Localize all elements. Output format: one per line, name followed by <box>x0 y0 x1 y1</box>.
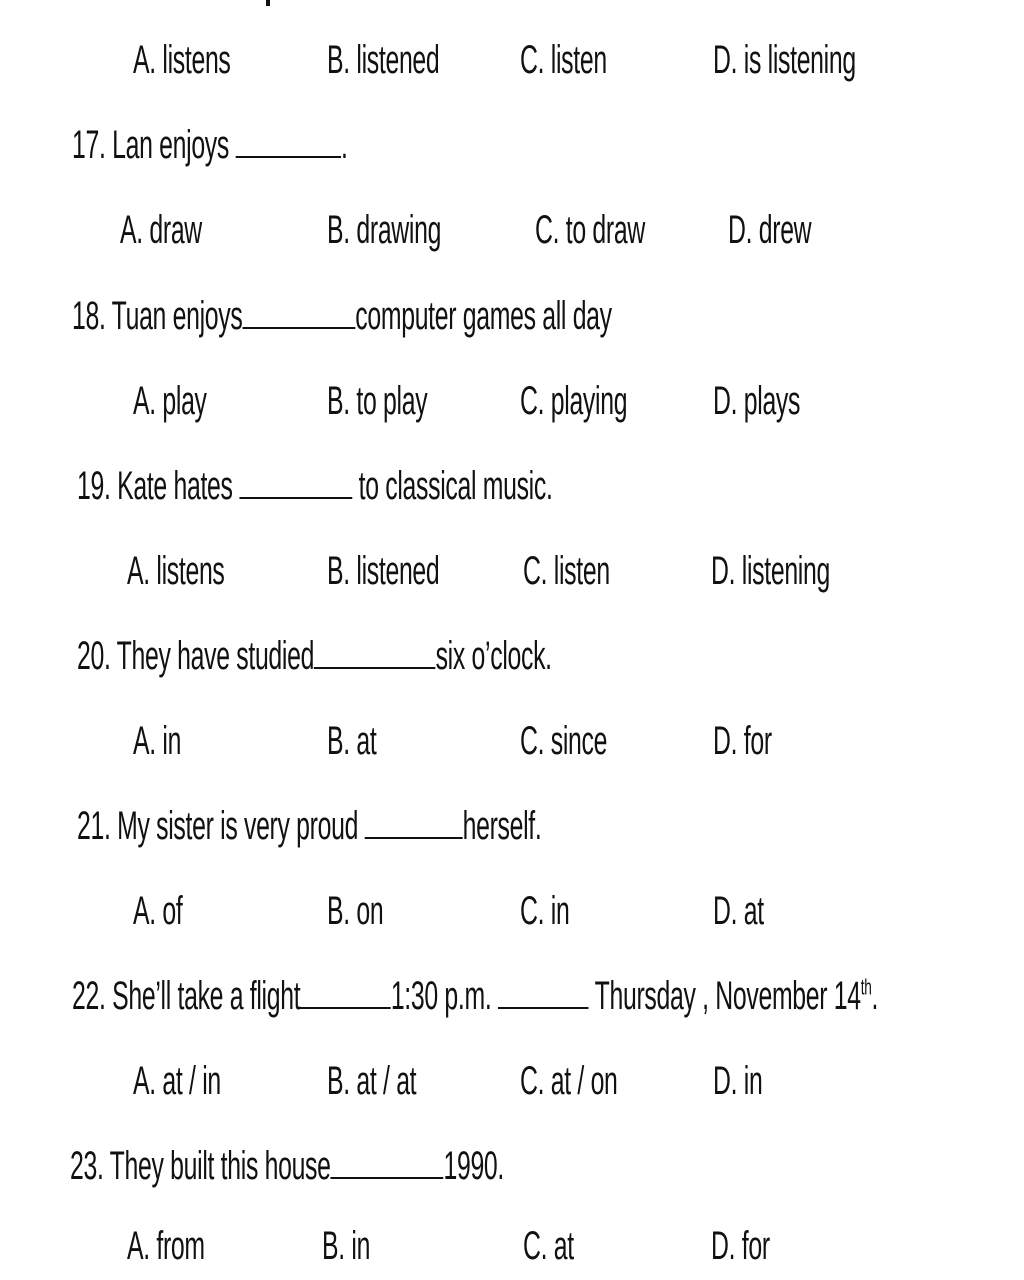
question-18 <box>72 296 612 336</box>
option-19-b: B. listened <box>327 549 440 593</box>
option-22-d: D. in <box>713 1059 763 1103</box>
answer-blank-2 <box>498 1007 589 1009</box>
answer-blank <box>365 837 463 839</box>
question-23-end: 1990. <box>443 1144 504 1188</box>
answer-blank-1 <box>300 1007 391 1009</box>
question-18-text: 18. Tuan enjoys <box>72 294 243 338</box>
question-18-end: computer games all day <box>355 294 612 338</box>
option-21-a: A. of <box>133 889 183 933</box>
question-17 <box>72 125 348 165</box>
option-17-a: A. draw <box>120 208 202 252</box>
option-17-b: B. drawing <box>327 208 442 252</box>
option-17-c: C. to draw <box>535 208 645 252</box>
option-16-b: B. listened <box>327 38 440 82</box>
cropped-text-fragment <box>266 0 270 6</box>
option-20-c: C. since <box>520 719 608 763</box>
option-19-d: D. listening <box>711 549 830 593</box>
question-21 <box>77 806 541 846</box>
option-21-b: B. on <box>327 889 384 933</box>
option-23-a: A. from <box>127 1224 205 1268</box>
question-17-text: 17. Lan enjoys <box>72 123 229 167</box>
option-17-d: D. drew <box>728 208 812 252</box>
option-22-c: C. at / on <box>520 1059 618 1103</box>
option-22-a: A. at / in <box>133 1059 221 1103</box>
question-22-end: . <box>871 974 879 1018</box>
question-22-text: 22. She’ll take a flight <box>72 974 301 1018</box>
option-16-a: A. listens <box>133 38 231 82</box>
option-23-c: C. at <box>523 1224 574 1268</box>
option-19-a: A. listens <box>127 549 225 593</box>
answer-blank <box>236 156 341 158</box>
question-19-end: to classical music. <box>358 464 553 508</box>
option-20-b: B. at <box>327 719 377 763</box>
question-23 <box>70 1146 504 1186</box>
option-21-c: C. in <box>520 889 570 933</box>
question-20 <box>77 636 552 676</box>
answer-blank <box>331 1177 444 1179</box>
option-20-d: D. for <box>713 719 772 763</box>
question-17-end: . <box>340 123 348 167</box>
answer-blank <box>239 497 352 499</box>
answer-blank <box>242 327 355 329</box>
answer-blank <box>314 667 436 669</box>
option-18-d: D. plays <box>713 379 801 423</box>
question-22-date: Thursday , November 14 <box>594 974 861 1018</box>
question-22 <box>72 976 878 1016</box>
question-19-text: 19. Kate hates <box>77 464 233 508</box>
option-19-c: C. listen <box>523 549 610 593</box>
option-18-c: C. playing <box>520 379 628 423</box>
option-22-b: B. at / at <box>327 1059 417 1103</box>
option-16-c: C. listen <box>520 38 607 82</box>
ordinal-suffix: th <box>860 974 872 1000</box>
option-23-b: B. in <box>322 1224 371 1268</box>
question-21-text: 21. My sister is very proud <box>77 804 359 848</box>
option-18-a: A. play <box>133 379 207 423</box>
question-20-text: 20. They have studied <box>77 634 315 678</box>
option-20-a: A. in <box>133 719 182 763</box>
option-18-b: B. to play <box>327 379 428 423</box>
option-21-d: D. at <box>713 889 764 933</box>
option-16-d: D. is listening <box>713 38 856 82</box>
question-20-end: six o’clock. <box>435 634 552 678</box>
question-23-text: 23. They built this house <box>70 1144 331 1188</box>
option-23-d: D. for <box>711 1224 770 1268</box>
question-19 <box>77 466 553 506</box>
question-22-time: 1:30 p.m. <box>390 974 492 1018</box>
question-21-end: herself. <box>462 804 542 848</box>
